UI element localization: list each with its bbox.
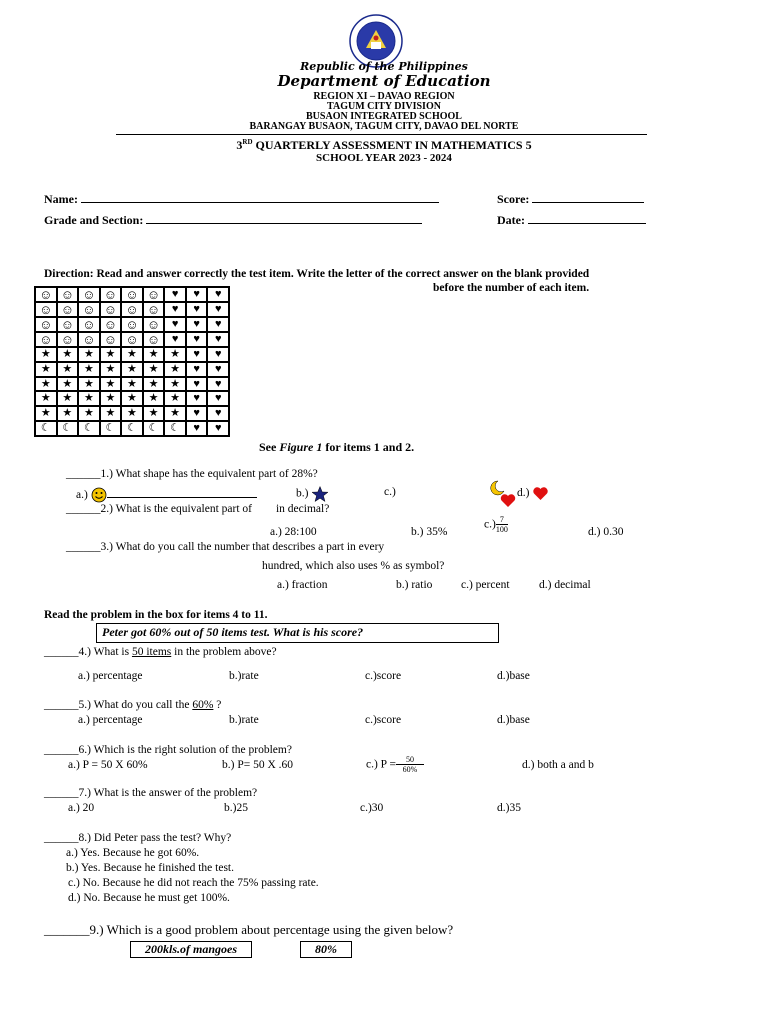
answer-blank[interactable]: ______ <box>44 744 79 756</box>
star-icon: ★ <box>57 377 79 392</box>
figure-caption: See Figure 1 for items 1 and 2. <box>259 440 415 454</box>
heart-icon: ♥ <box>186 332 208 347</box>
smiley-icon: ☺ <box>143 287 165 302</box>
q3-option-c: c.) percent <box>461 579 510 591</box>
q8-option-d: d.) No. Because he must get 100%. <box>68 892 230 904</box>
heart-icon: ♥ <box>186 421 208 436</box>
exam-title: 3RD QUARTERLY ASSESSMENT IN MATHEMATICS 5 <box>236 138 532 152</box>
star-icon: ★ <box>57 406 79 421</box>
q1-option-c: c.) <box>384 486 396 498</box>
heart-icon: ♥ <box>207 287 229 302</box>
division-line: TAGUM CITY DIVISION <box>327 101 441 112</box>
question-3-cont: hundred, which also uses % as symbol? <box>262 560 445 572</box>
name-field[interactable]: Name: <box>44 191 439 207</box>
answer-blank[interactable]: ______ <box>44 787 79 799</box>
q2-option-d: d.) 0.30 <box>588 526 624 538</box>
q5-option-d: d.)base <box>497 714 530 726</box>
moon-icon: ☾ <box>35 421 57 436</box>
smiley-icon: ☺ <box>121 302 143 317</box>
q1-option-a: a.) <box>76 486 257 503</box>
heart-icon: ♥ <box>207 421 229 436</box>
star-icon: ★ <box>78 362 100 377</box>
q2-option-a: a.) 28:100 <box>270 526 317 538</box>
q8-option-b: b.) Yes. Because he finished the test. <box>66 862 234 874</box>
question-4: ______4.) What is 50 items in the problem above? <box>44 646 277 658</box>
smiley-icon: ☺ <box>143 332 165 347</box>
moon-icon: ☾ <box>57 421 79 436</box>
heart-icon: ♥ <box>186 287 208 302</box>
header-divider <box>116 134 647 135</box>
star-icon: ★ <box>143 391 165 406</box>
smiley-icon: ☺ <box>100 287 122 302</box>
smiley-icon: ☺ <box>100 332 122 347</box>
heart-icon: ♥ <box>207 406 229 421</box>
heart-icon: ♥ <box>207 377 229 392</box>
given-box-mangoes: 200kls.of mangoes <box>130 941 252 958</box>
heart-icon: ♥ <box>186 406 208 421</box>
star-icon: ★ <box>100 406 122 421</box>
star-icon: ★ <box>164 362 186 377</box>
q3-option-d: d.) decimal <box>539 579 591 591</box>
smiley-icon: ☺ <box>57 287 79 302</box>
smiley-icon: ☺ <box>78 302 100 317</box>
direction-line-2: before the number of each item. <box>433 282 590 294</box>
star-icon: ★ <box>100 362 122 377</box>
star-icon: ★ <box>121 377 143 392</box>
heart-icon <box>500 493 516 508</box>
answer-blank[interactable]: ______ <box>66 468 101 480</box>
smiley-icon: ☺ <box>57 302 79 317</box>
smiley-icon: ☺ <box>121 287 143 302</box>
q5-option-c: c.)score <box>365 714 402 726</box>
star-icon: ★ <box>35 347 57 362</box>
question-1: ______1.) What shape has the equivalent part of 28%? <box>66 468 318 480</box>
question-3: ______3.) What do you call the number that describes a part in every <box>66 541 385 553</box>
star-icon: ★ <box>143 347 165 362</box>
moon-icon: ☾ <box>78 421 100 436</box>
q2-option-b: b.) 35% <box>411 526 448 538</box>
moon-icon: ☾ <box>100 421 122 436</box>
answer-blank[interactable]: ______ <box>44 832 79 844</box>
heart-icon: ♥ <box>164 317 186 332</box>
q1-option-b: b.) <box>296 486 329 502</box>
star-icon: ★ <box>100 347 122 362</box>
star-icon: ★ <box>121 362 143 377</box>
smiley-icon: ☺ <box>57 317 79 332</box>
q7-option-c: c.)30 <box>360 802 384 814</box>
star-icon: ★ <box>164 347 186 362</box>
q7-option-d: d.)35 <box>497 802 521 814</box>
grade-section-field[interactable]: Grade and Section: <box>44 212 422 228</box>
q6-option-c: c.) P = $\frac{50}{60\%}$ <box>366 755 424 774</box>
score-field[interactable]: Score: <box>497 191 644 207</box>
q4-option-b: b.)rate <box>229 670 259 682</box>
department-title: Department of Education <box>277 72 491 90</box>
smiley-icon: ☺ <box>78 287 100 302</box>
question-8: ______8.) Did Peter pass the test? Why? <box>44 832 232 844</box>
direction-line-1: Direction: Read and answer correctly the test item. Write the letter of the correct answer on the blank provided <box>44 268 590 280</box>
q5-option-a: a.) percentage <box>78 714 143 726</box>
star-icon: ★ <box>57 347 79 362</box>
star-icon: ★ <box>164 377 186 392</box>
q7-option-b: b.)25 <box>224 802 248 814</box>
smiley-icon: ☺ <box>35 317 57 332</box>
smiley-icon: ☺ <box>78 317 100 332</box>
q8-option-a: a.) Yes. Because he got 60%. <box>66 847 200 859</box>
heart-icon: ♥ <box>207 362 229 377</box>
star-icon: ★ <box>78 406 100 421</box>
republic-line: Republic of the Philippines <box>300 60 468 73</box>
star-icon: ★ <box>121 347 143 362</box>
smiley-icon: ☺ <box>57 332 79 347</box>
smiley-icon: ☺ <box>143 302 165 317</box>
problem-intro: Read the problem in the box for items 4 to 11. <box>44 609 268 621</box>
star-icon: ★ <box>57 362 79 377</box>
smiley-icon: ☺ <box>143 317 165 332</box>
heart-icon: ♥ <box>164 332 186 347</box>
smiley-icon: ☺ <box>78 332 100 347</box>
answer-blank[interactable]: ______ <box>66 541 101 553</box>
q6-option-b: b.) P= 50 X .60 <box>222 759 294 771</box>
star-icon: ★ <box>78 347 100 362</box>
smiley-icon: ☺ <box>35 302 57 317</box>
answer-blank[interactable]: _______ <box>44 922 90 937</box>
smiley-icon: ☺ <box>35 287 57 302</box>
school-line: BUSAON INTEGRATED SCHOOL <box>306 111 462 122</box>
star-icon: ★ <box>35 406 57 421</box>
heart-icon: ♥ <box>164 302 186 317</box>
smiley-icon: ☺ <box>100 317 122 332</box>
star-icon: ★ <box>35 391 57 406</box>
heart-icon: ♥ <box>207 347 229 362</box>
smiley-icon <box>91 487 107 503</box>
star-icon: ★ <box>100 391 122 406</box>
smiley-icon: ☺ <box>35 332 57 347</box>
question-6: ______6.) Which is the right solution of the problem? <box>44 744 292 756</box>
star-icon: ★ <box>35 377 57 392</box>
address-line: BARANGAY BUSAON, TAGUM CITY, DAVAO DEL NORTE <box>249 121 519 132</box>
star-icon: ★ <box>78 391 100 406</box>
smiley-icon: ☺ <box>100 302 122 317</box>
given-box-percent: 80% <box>300 941 352 958</box>
star-icon <box>311 486 329 502</box>
answer-blank[interactable]: ______ <box>66 503 101 515</box>
region-line: REGION XI – DAVAO REGION <box>313 91 455 102</box>
q4-option-d: d.)base <box>497 670 530 682</box>
question-9: _______9.) Which is a good problem about percentage using the given below? <box>44 922 454 937</box>
q3-option-b: b.) ratio <box>396 579 433 591</box>
heart-icon: ♥ <box>207 302 229 317</box>
heart-icon: ♥ <box>186 347 208 362</box>
smiley-icon: ☺ <box>121 332 143 347</box>
q6-option-d: d.) both a and b <box>522 759 594 771</box>
q4-option-a: a.) percentage <box>78 670 143 682</box>
star-icon: ★ <box>78 377 100 392</box>
heart-icon: ♥ <box>186 391 208 406</box>
star-icon: ★ <box>164 406 186 421</box>
star-icon: ★ <box>35 362 57 377</box>
q2-option-c: c.) $\frac{7}{100}$ <box>484 515 508 534</box>
heart-icon: ♥ <box>186 377 208 392</box>
heart-icon: ♥ <box>207 317 229 332</box>
school-year: SCHOOL YEAR 2023 - 2024 <box>316 152 452 164</box>
question-2: ______2.) What is the equivalent part of in decimal? <box>66 503 330 515</box>
q6-option-a: a.) P = 50 X 60% <box>68 759 148 771</box>
star-icon: ★ <box>143 362 165 377</box>
star-icon: ★ <box>100 377 122 392</box>
q8-option-c: c.) No. Because he did not reach the 75% passing rate. <box>68 877 319 889</box>
moon-icon: ☾ <box>164 421 186 436</box>
star-icon: ★ <box>121 406 143 421</box>
heart-icon: ♥ <box>186 362 208 377</box>
heart-icon: ♥ <box>186 317 208 332</box>
q5-option-b: b.)rate <box>229 714 259 726</box>
answer-blank[interactable]: ______ <box>44 646 79 658</box>
heart-icon: ♥ <box>207 391 229 406</box>
question-5: ______5.) What do you call the 60% ? <box>44 699 222 711</box>
heart-icon: ♥ <box>186 302 208 317</box>
date-field[interactable]: Date: <box>497 212 646 228</box>
problem-box: Peter got 60% out of 50 items test. What is his score? <box>96 623 499 643</box>
star-icon: ★ <box>121 391 143 406</box>
star-icon: ★ <box>57 391 79 406</box>
question-7: ______7.) What is the answer of the problem? <box>44 787 258 799</box>
smiley-icon: ☺ <box>121 317 143 332</box>
star-icon: ★ <box>143 377 165 392</box>
moon-icon: ☾ <box>121 421 143 436</box>
q4-option-c: c.)score <box>365 670 402 682</box>
star-icon: ★ <box>164 391 186 406</box>
figure-1-grid <box>34 286 230 437</box>
star-icon: ★ <box>143 406 165 421</box>
moon-icon: ☾ <box>143 421 165 436</box>
answer-blank[interactable]: ______ <box>44 699 79 711</box>
q3-option-a: a.) fraction <box>277 579 328 591</box>
heart-icon <box>532 486 549 501</box>
q7-option-a: a.) 20 <box>68 802 95 814</box>
heart-icon: ♥ <box>164 287 186 302</box>
heart-icon: ♥ <box>207 332 229 347</box>
q1-option-d: d.) <box>517 486 549 501</box>
